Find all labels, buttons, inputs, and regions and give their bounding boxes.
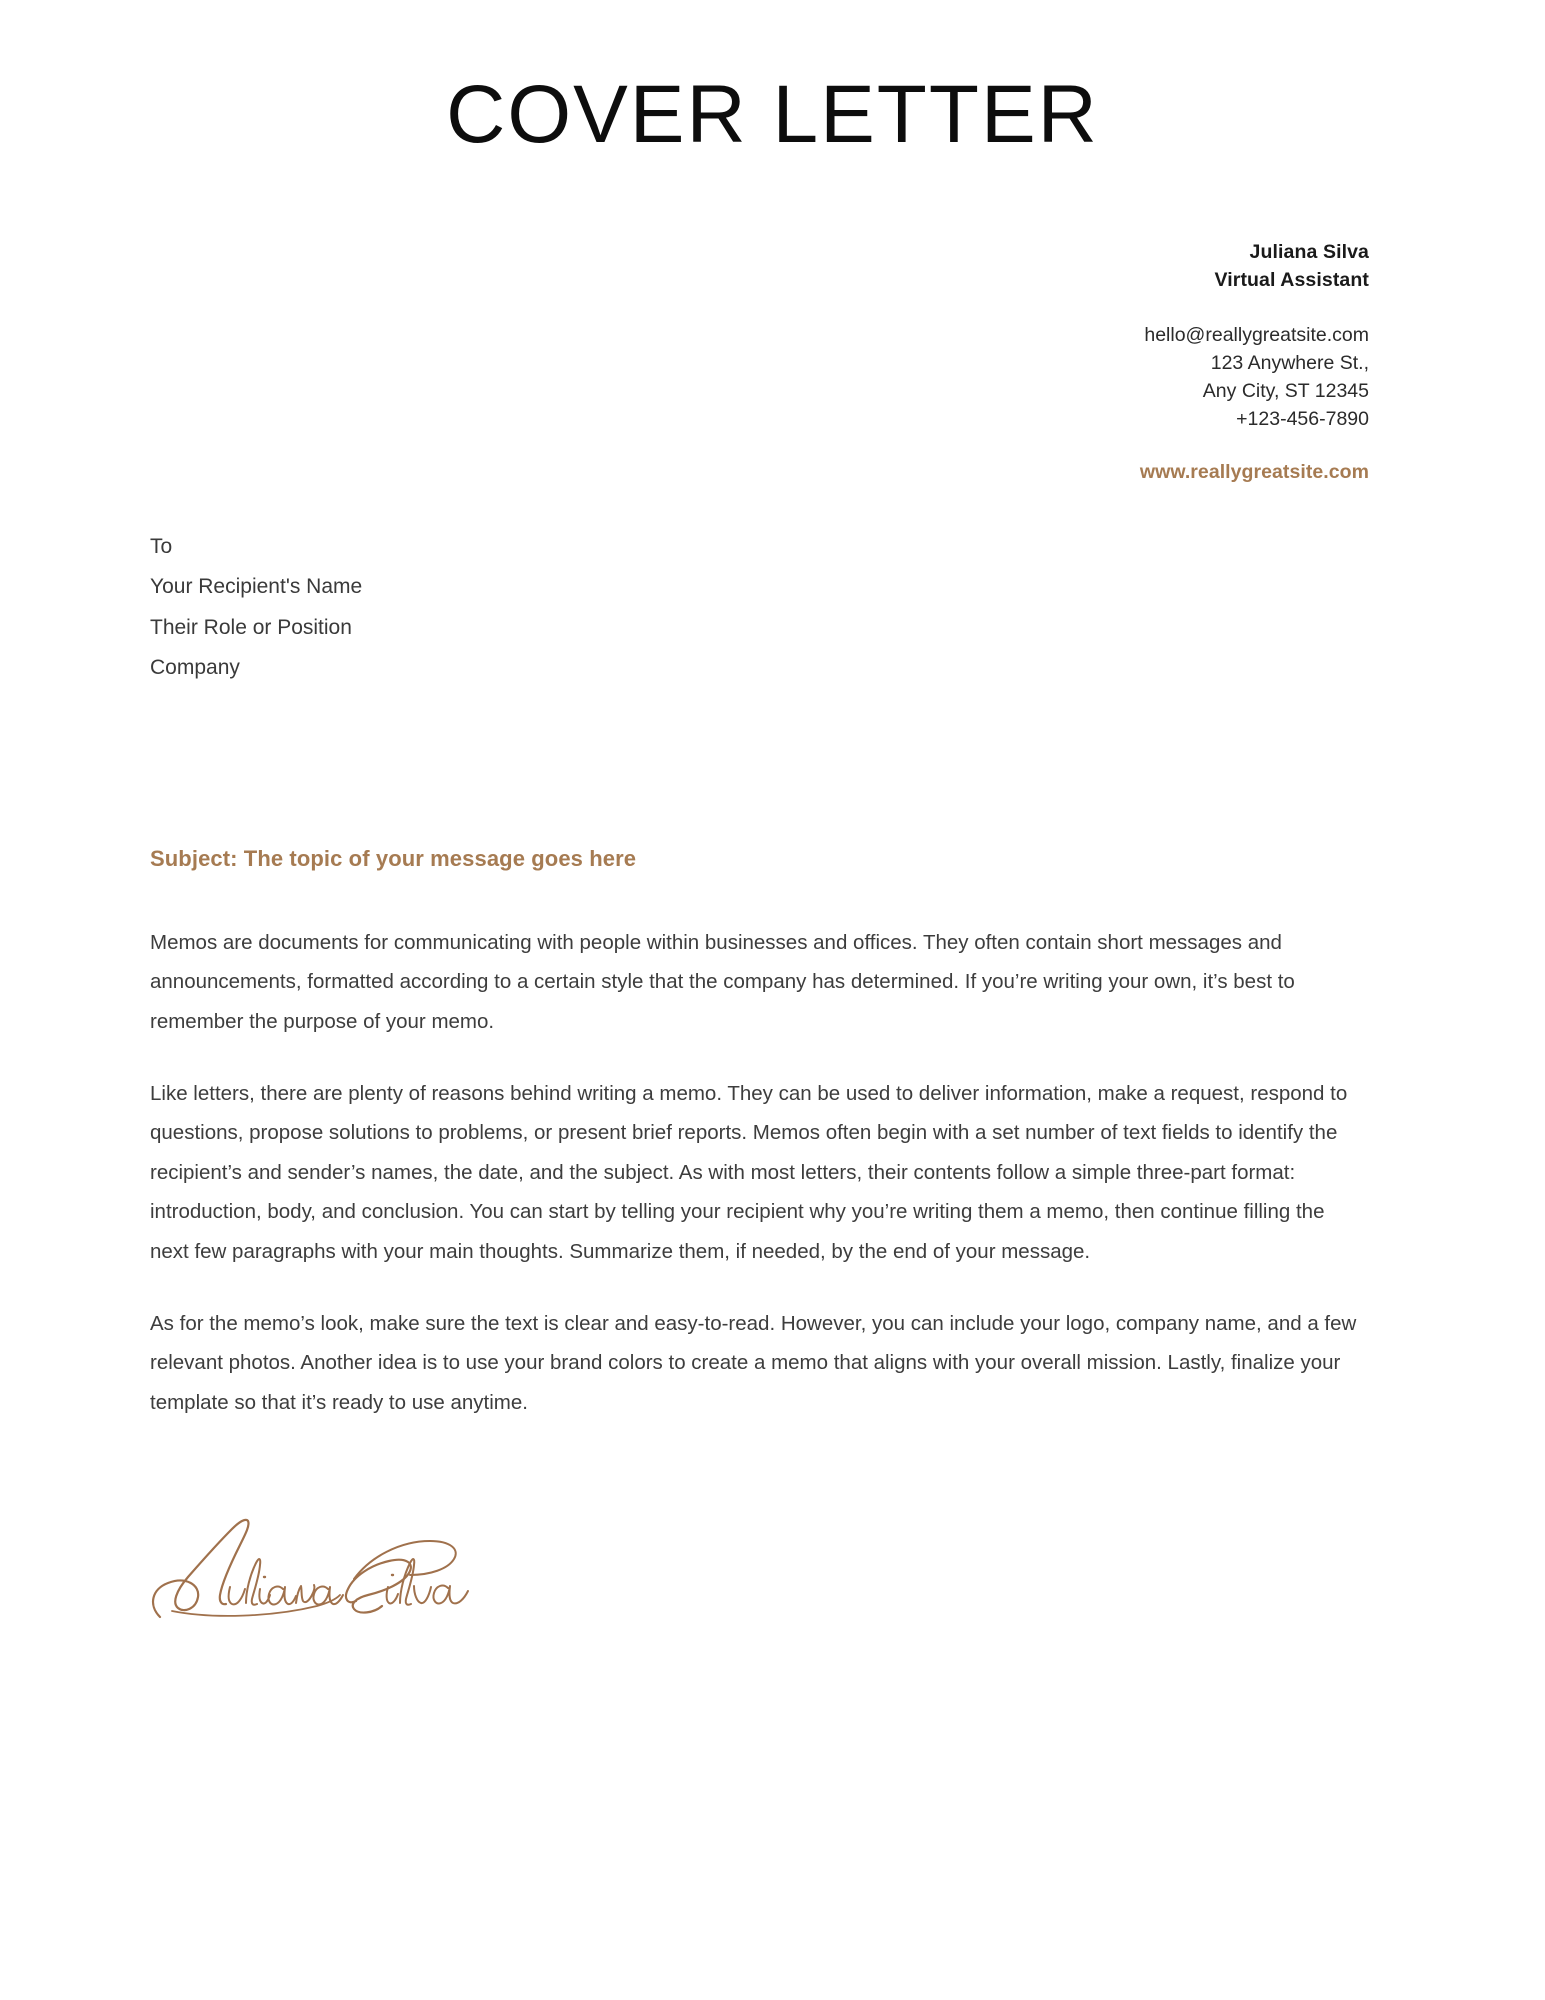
sender-email: hello@reallygreatsite.com xyxy=(1144,323,1369,346)
body-paragraph-1: Memos are documents for communicating with people within businesses and offices. They often contain short messages and announcements, formatted according to a certain style that the company has determined. If you’re writing your own, it’s best to remember the purpose of your memo. xyxy=(150,931,1295,1033)
sender-phone: +123-456-7890 xyxy=(1236,408,1369,431)
page-title: COVER LETTER xyxy=(446,69,1099,160)
sender-address-line-1: 123 Anywhere St., xyxy=(1210,351,1369,374)
sender-name: Juliana Silva xyxy=(1249,241,1369,263)
signature-icon xyxy=(142,1505,472,1625)
recipient-name: Your Recipient's Name xyxy=(150,575,363,599)
sender-website[interactable]: www.reallygreatsite.com xyxy=(1139,460,1369,483)
recipient-block xyxy=(150,527,362,688)
body-paragraph-2: Like letters, there are plenty of reasons behind writing a memo. They can be used to deliver information, make a request, respond to questions, propose solutions to problems, or present brief reports. Memos often begin with a set number of text fields to identify the recipient’s and sender’s names, the date, and the subject. As with most letters, their contents follow a simple three-part format: introduction, body, and conclusion. You can start by telling your recipient why you’re writing them a memo, then continue filling the next few paragraphs with your main thoughts. Summarize them, if needed, by the end of your message. xyxy=(150,1082,1348,1263)
letter-body xyxy=(150,923,1368,1422)
subject-line: Subject: The topic of your message goes here xyxy=(150,846,637,871)
recipient-company: Company xyxy=(150,655,240,679)
signature xyxy=(142,1505,472,1625)
recipient-role: Their Role or Position xyxy=(150,615,352,639)
body-paragraph-3: As for the memo’s look, make sure the text is clear and easy-to-read. However, you can include your logo, company name, and a few relevant photos. Another idea is to use your brand colors to create a memo that aligns with your overall mission. Lastly, finalize your template so that it’s ready to use anytime. xyxy=(150,1311,1357,1414)
sender-role: Virtual Assistant xyxy=(1214,269,1369,292)
sender-contact-details xyxy=(849,321,1369,434)
sender-contact-block xyxy=(849,238,1369,484)
recipient-salutation: To xyxy=(150,535,173,558)
sender-address-line-2: Any City, ST 12345 xyxy=(1202,380,1369,403)
